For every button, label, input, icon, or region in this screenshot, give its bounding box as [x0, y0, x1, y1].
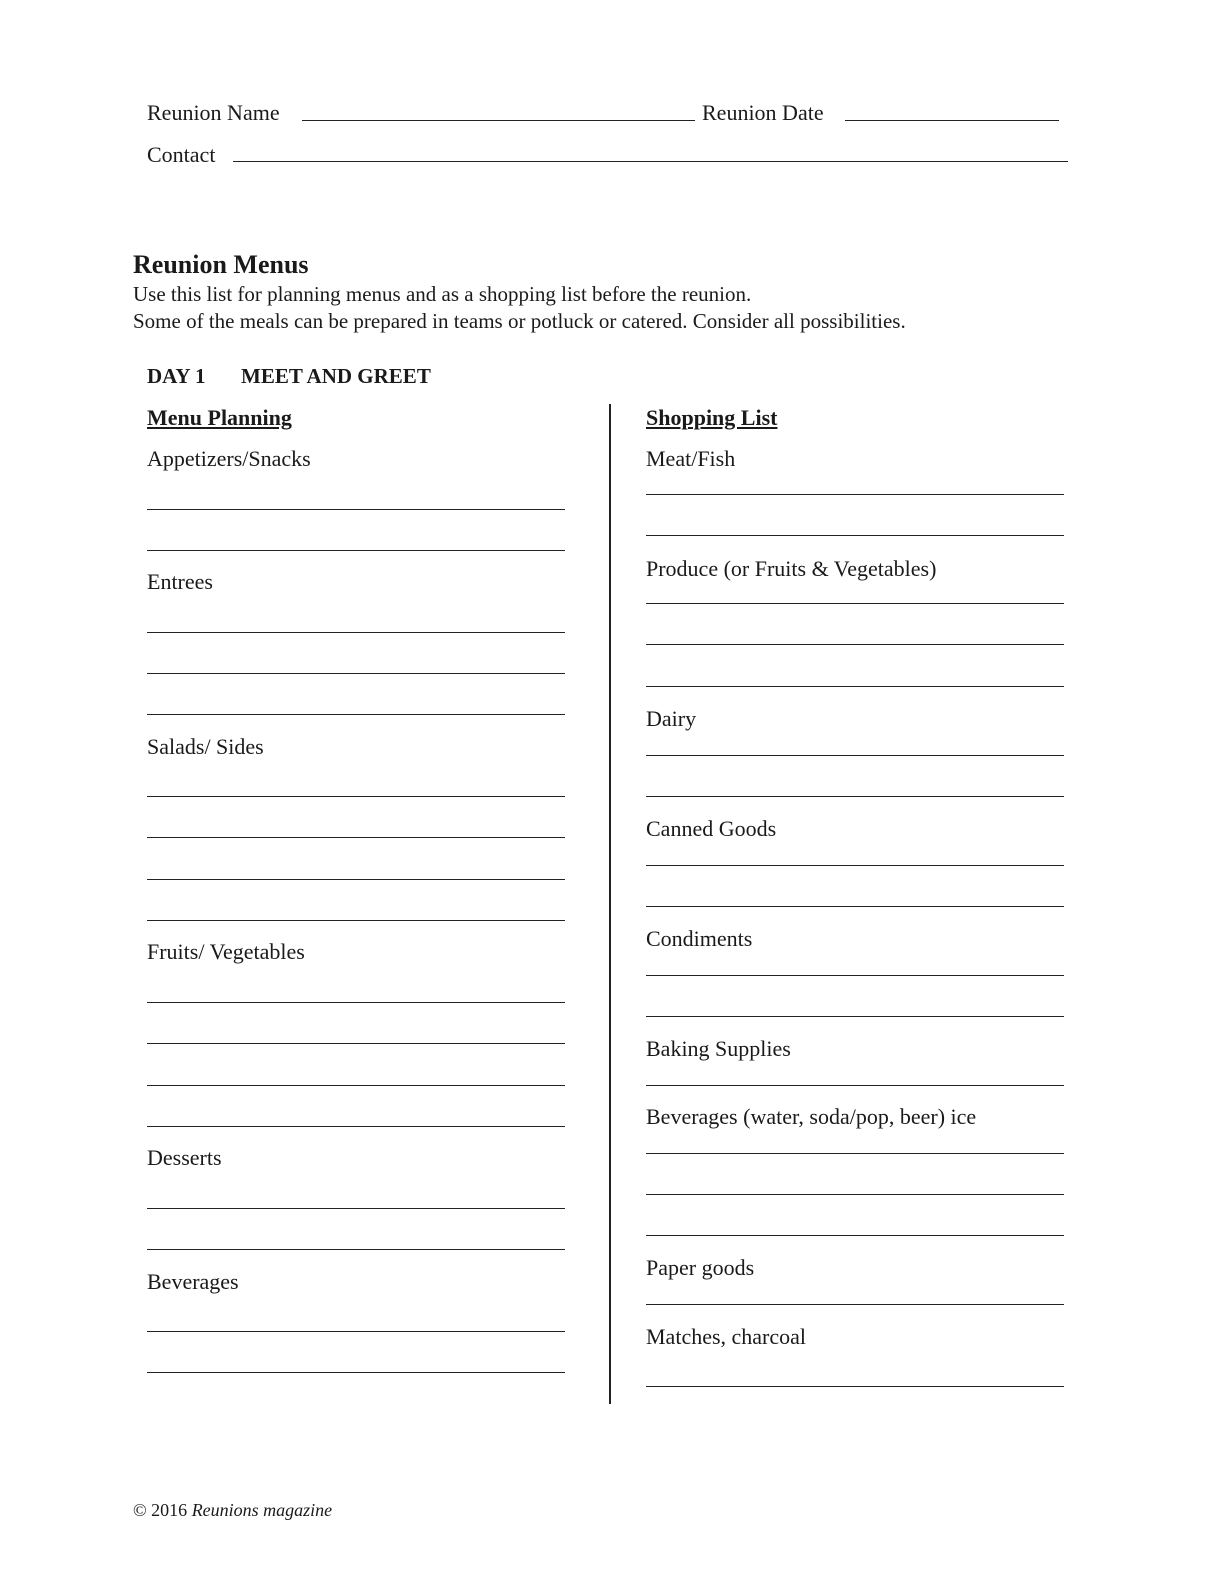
intro-line-2: Some of the meals can be prepared in teams or potluck or catered. Consider all possibilities. — [133, 309, 906, 333]
section-baking-supplies: Baking Supplies — [646, 1036, 791, 1061]
footer-copyright — [133, 1499, 332, 1521]
write-line[interactable] — [646, 494, 1064, 495]
write-line[interactable] — [147, 550, 565, 551]
write-line[interactable] — [646, 535, 1064, 536]
publication-name: Reunions magazine — [191, 1500, 333, 1520]
reunion-date-field[interactable] — [845, 120, 1059, 121]
section-fruits-vegetables: Fruits/ Vegetables — [147, 939, 305, 964]
contact-field[interactable] — [233, 161, 1068, 162]
write-line[interactable] — [147, 1331, 565, 1332]
write-line[interactable] — [646, 1386, 1064, 1387]
write-line[interactable] — [147, 673, 565, 674]
section-canned-goods: Canned Goods — [646, 816, 777, 841]
section-beverages-ice: Beverages (water, soda/pop, beer) ice — [646, 1104, 977, 1129]
copyright-text: © 2016 — [133, 1500, 188, 1520]
section-produce: Produce (or Fruits & Vegetables) — [646, 556, 937, 581]
write-line[interactable] — [147, 1372, 565, 1373]
section-salads-sides: Salads/ Sides — [147, 734, 264, 759]
write-line[interactable] — [646, 755, 1064, 756]
write-line[interactable] — [147, 837, 565, 838]
write-line[interactable] — [147, 632, 565, 633]
write-line[interactable] — [147, 1043, 565, 1044]
day-number: DAY 1 — [147, 364, 206, 388]
write-line[interactable] — [646, 686, 1064, 687]
page-title: Reunion Menus — [133, 250, 309, 279]
write-line[interactable] — [646, 906, 1064, 907]
day-name: MEET AND GREET — [241, 364, 431, 388]
column-divider — [609, 404, 611, 1404]
section-matches-charcoal: Matches, charcoal — [646, 1324, 807, 1349]
write-line[interactable] — [646, 1085, 1064, 1086]
section-meat-fish: Meat/Fish — [646, 446, 736, 471]
write-line[interactable] — [147, 509, 565, 510]
shopping-list-heading: Shopping List — [646, 405, 778, 430]
intro-line-1: Use this list for planning menus and as a shopping list before the reunion. — [133, 282, 752, 306]
write-line[interactable] — [646, 644, 1064, 645]
write-line[interactable] — [147, 1126, 565, 1127]
write-line[interactable] — [147, 1208, 565, 1209]
write-line[interactable] — [147, 714, 565, 715]
write-line[interactable] — [147, 1085, 565, 1086]
write-line[interactable] — [646, 1235, 1064, 1236]
write-line[interactable] — [147, 1249, 565, 1250]
write-line[interactable] — [147, 796, 565, 797]
write-line[interactable] — [646, 796, 1064, 797]
section-appetizers-snacks: Appetizers/Snacks — [147, 446, 311, 471]
write-line[interactable] — [646, 865, 1064, 866]
write-line[interactable] — [646, 975, 1064, 976]
reunion-name-field[interactable] — [302, 120, 695, 121]
menu-planning-heading: Menu Planning — [147, 405, 292, 430]
write-line[interactable] — [646, 1194, 1064, 1195]
write-line[interactable] — [646, 1304, 1064, 1305]
contact-label: Contact — [147, 142, 216, 167]
reunion-date-label: Reunion Date — [702, 100, 824, 125]
section-beverages: Beverages — [147, 1269, 239, 1294]
write-line[interactable] — [147, 1002, 565, 1003]
write-line[interactable] — [147, 879, 565, 880]
write-line[interactable] — [646, 603, 1064, 604]
write-line[interactable] — [646, 1153, 1064, 1154]
section-condiments: Condiments — [646, 926, 753, 951]
section-entrees: Entrees — [147, 569, 213, 594]
section-desserts: Desserts — [147, 1145, 222, 1170]
reunion-name-label: Reunion Name — [147, 100, 280, 125]
write-line[interactable] — [646, 1016, 1064, 1017]
section-dairy: Dairy — [646, 706, 697, 731]
write-line[interactable] — [147, 920, 565, 921]
section-paper-goods: Paper goods — [646, 1255, 755, 1280]
